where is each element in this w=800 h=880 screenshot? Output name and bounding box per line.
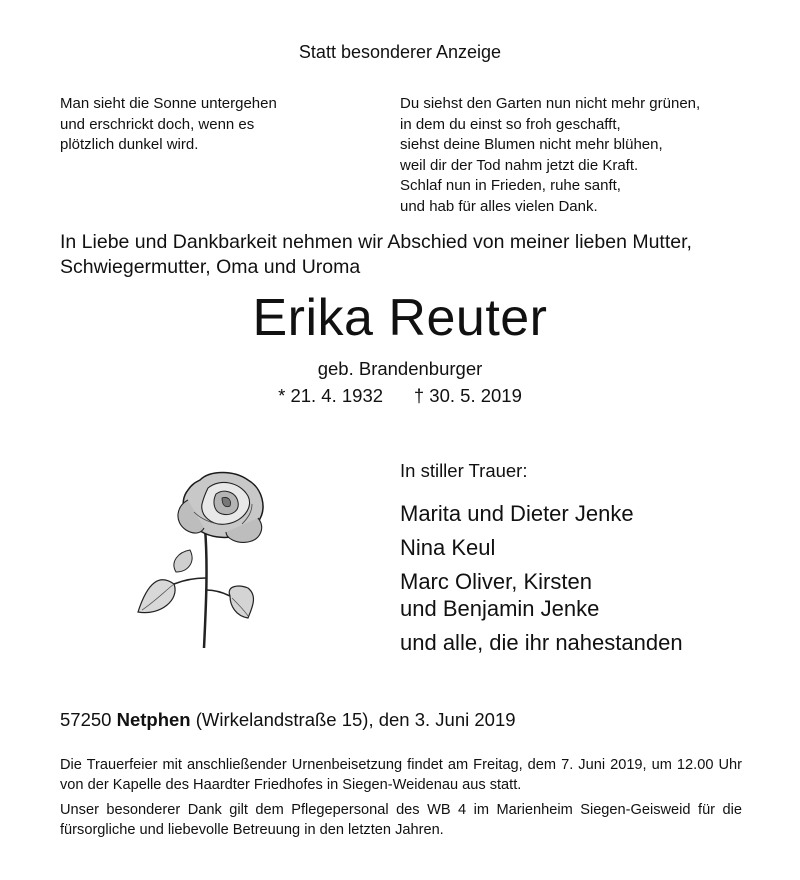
- deceased-name: Erika Reuter: [252, 289, 548, 347]
- poem-line: plötzlich dunkel wird.: [60, 136, 199, 153]
- poem-line: und hab für alles vielen Dank.: [400, 197, 598, 215]
- life-dates: [0, 385, 800, 407]
- header-notice: Statt besonderer Anzeige: [298, 42, 502, 62]
- poem-line: weil dir der Tod nahm jetzt die Kraft.: [400, 156, 639, 174]
- poem-line: Schlaf nun in Frieden, ruhe sanft,: [400, 177, 621, 194]
- poem-line: Man sieht die Sonne untergehen: [60, 95, 277, 112]
- poem-right: [400, 94, 760, 217]
- mourner-entry: Marita und Dieter Jenke: [400, 501, 634, 526]
- address-date: (Wirkelandstraße 15), den 3. Juni 2019: [195, 709, 516, 730]
- thanks-note: Unser besonderer Dank gilt dem Pflegepersonal des WB 4 im Marienheim Siegen-Geisweid für die fürsorgliche und liebevolle Betreuung in den letzten Jahren.: [60, 802, 742, 838]
- mourner-entry: Marc Oliver, Kirsten und Benjamin Jenke: [400, 569, 600, 621]
- mourner-entry: Nina Keul: [400, 535, 496, 560]
- town: Netphen: [116, 709, 191, 730]
- rose-icon: [130, 466, 280, 651]
- maiden-name: geb. Brandenburger: [317, 358, 483, 379]
- mourner-entry: und alle, die ihr nahestanden: [400, 630, 683, 655]
- mourners-label: In stiller Trauer:: [400, 460, 528, 481]
- poem-line: Du siehst den Garten nun nicht mehr grünen,: [400, 95, 701, 112]
- poem-line: und erschrickt doch, wenn es: [60, 115, 255, 133]
- postcode: 57250: [60, 709, 112, 730]
- address-line: [60, 709, 516, 731]
- death-date: † 30. 5. 2019: [413, 385, 522, 406]
- poem-line: in dem du einst so froh geschafft,: [400, 115, 621, 133]
- poem-left: [60, 94, 360, 156]
- poem-line: siehst deine Blumen nicht mehr blühen,: [400, 136, 663, 153]
- mourners-list: [400, 500, 780, 663]
- intro-text: In Liebe und Dankbarkeit nehmen wir Abschied von meiner lieben Mutter, Schwiegermutter, Oma und Uroma: [60, 231, 692, 278]
- rose-illustration: [130, 466, 280, 651]
- funeral-info: Die Trauerfeier mit anschließender Urnenbeisetzung findet am Freitag, dem 7. Juni 2019, um 12.00 Uhr von der Kapelle des Haardter Friedhofes in Siegen-Weidenau aus statt.: [60, 757, 742, 793]
- birth-date: * 21. 4. 1932: [278, 385, 384, 406]
